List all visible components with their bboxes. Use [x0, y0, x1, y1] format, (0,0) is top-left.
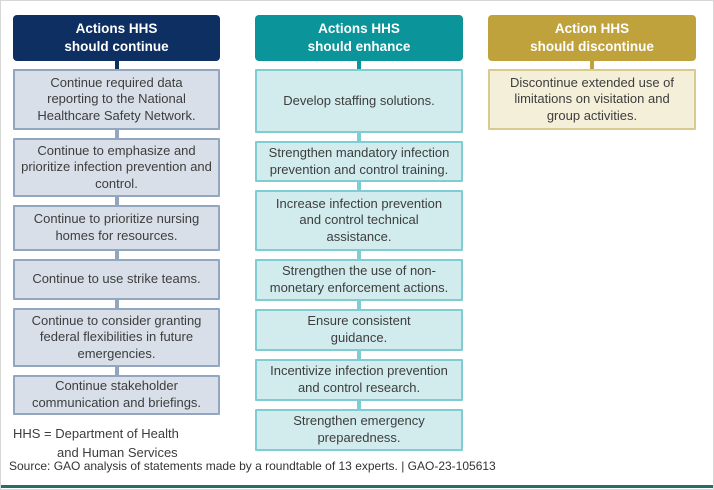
connector	[357, 61, 361, 69]
connector	[590, 61, 594, 69]
flow-box	[13, 375, 220, 415]
header-line: should enhance	[307, 39, 411, 54]
connector	[357, 301, 361, 309]
flow-box	[13, 205, 220, 251]
bottom-rule	[1, 485, 713, 488]
connector	[357, 133, 361, 141]
connector	[115, 300, 119, 308]
flow-box	[255, 359, 463, 401]
connector	[357, 351, 361, 359]
flow-box	[255, 409, 463, 451]
connector	[357, 251, 361, 259]
connector	[115, 61, 119, 69]
flow-box	[13, 259, 220, 300]
header-line: Actions HHS	[75, 20, 158, 36]
flow-box	[255, 309, 463, 351]
column-should-continue	[13, 15, 220, 415]
box-text: Continue to prioritize nursing homes for resources.	[33, 211, 200, 243]
flow-box	[488, 69, 696, 130]
box-text: Discontinue extended use of limitations on visitation and group activities.	[509, 74, 675, 123]
connector	[115, 251, 119, 259]
connector	[115, 130, 119, 138]
header-line: should continue	[64, 39, 169, 54]
column-header-enhance	[255, 15, 463, 61]
footnote-line: HHS = Department of Health	[13, 426, 179, 441]
column-header-discontinue	[488, 15, 696, 61]
source-line: Source: GAO analysis of statements made by a roundtable of 13 experts. | GAO-23-105613	[9, 459, 496, 473]
box-text: Continue to use strike teams.	[32, 271, 201, 287]
box-text: Continue required data reporting to the National Healthcare Safety Network.	[37, 74, 196, 123]
connector	[357, 401, 361, 409]
header-line: should discontinue	[530, 39, 654, 54]
connector	[115, 367, 119, 375]
box-text: Continue to emphasize and prioritize infection prevention and control.	[21, 142, 212, 191]
connector	[115, 197, 119, 205]
flow-box	[255, 190, 463, 251]
box-text: Increase infection prevention and control technical assistance.	[275, 195, 443, 244]
column-should-enhance	[255, 15, 463, 451]
box-text: Ensure consistent guidance.	[307, 313, 411, 345]
box-text: Strengthen mandatory infection prevention and control training.	[268, 144, 450, 177]
column-header-continue	[13, 15, 220, 61]
flow-box	[255, 141, 463, 182]
footnote-line: and Human Services	[57, 444, 178, 460]
flow-box	[13, 69, 220, 130]
box-text: Develop staffing solutions.	[283, 92, 435, 108]
header-line: Actions HHS	[318, 20, 400, 36]
box-text: Incentivize infection prevention and control research.	[270, 363, 448, 395]
box-text: Strengthen emergency preparedness.	[293, 413, 425, 445]
box-text: Strengthen the use of non-monetary enforcement actions.	[269, 263, 449, 295]
hhs-footnote	[13, 425, 179, 463]
flow-box	[13, 138, 220, 197]
box-text: Continue stakeholder communication and briefings.	[31, 378, 202, 410]
flow-box	[255, 259, 463, 301]
connector	[357, 182, 361, 190]
header-line: Action HHS	[554, 20, 630, 36]
flow-box	[255, 69, 463, 133]
column-should-discontinue	[488, 15, 696, 130]
flow-box	[13, 308, 220, 367]
box-text: Continue to consider granting federal flexibilities in future emergencies.	[31, 312, 202, 361]
